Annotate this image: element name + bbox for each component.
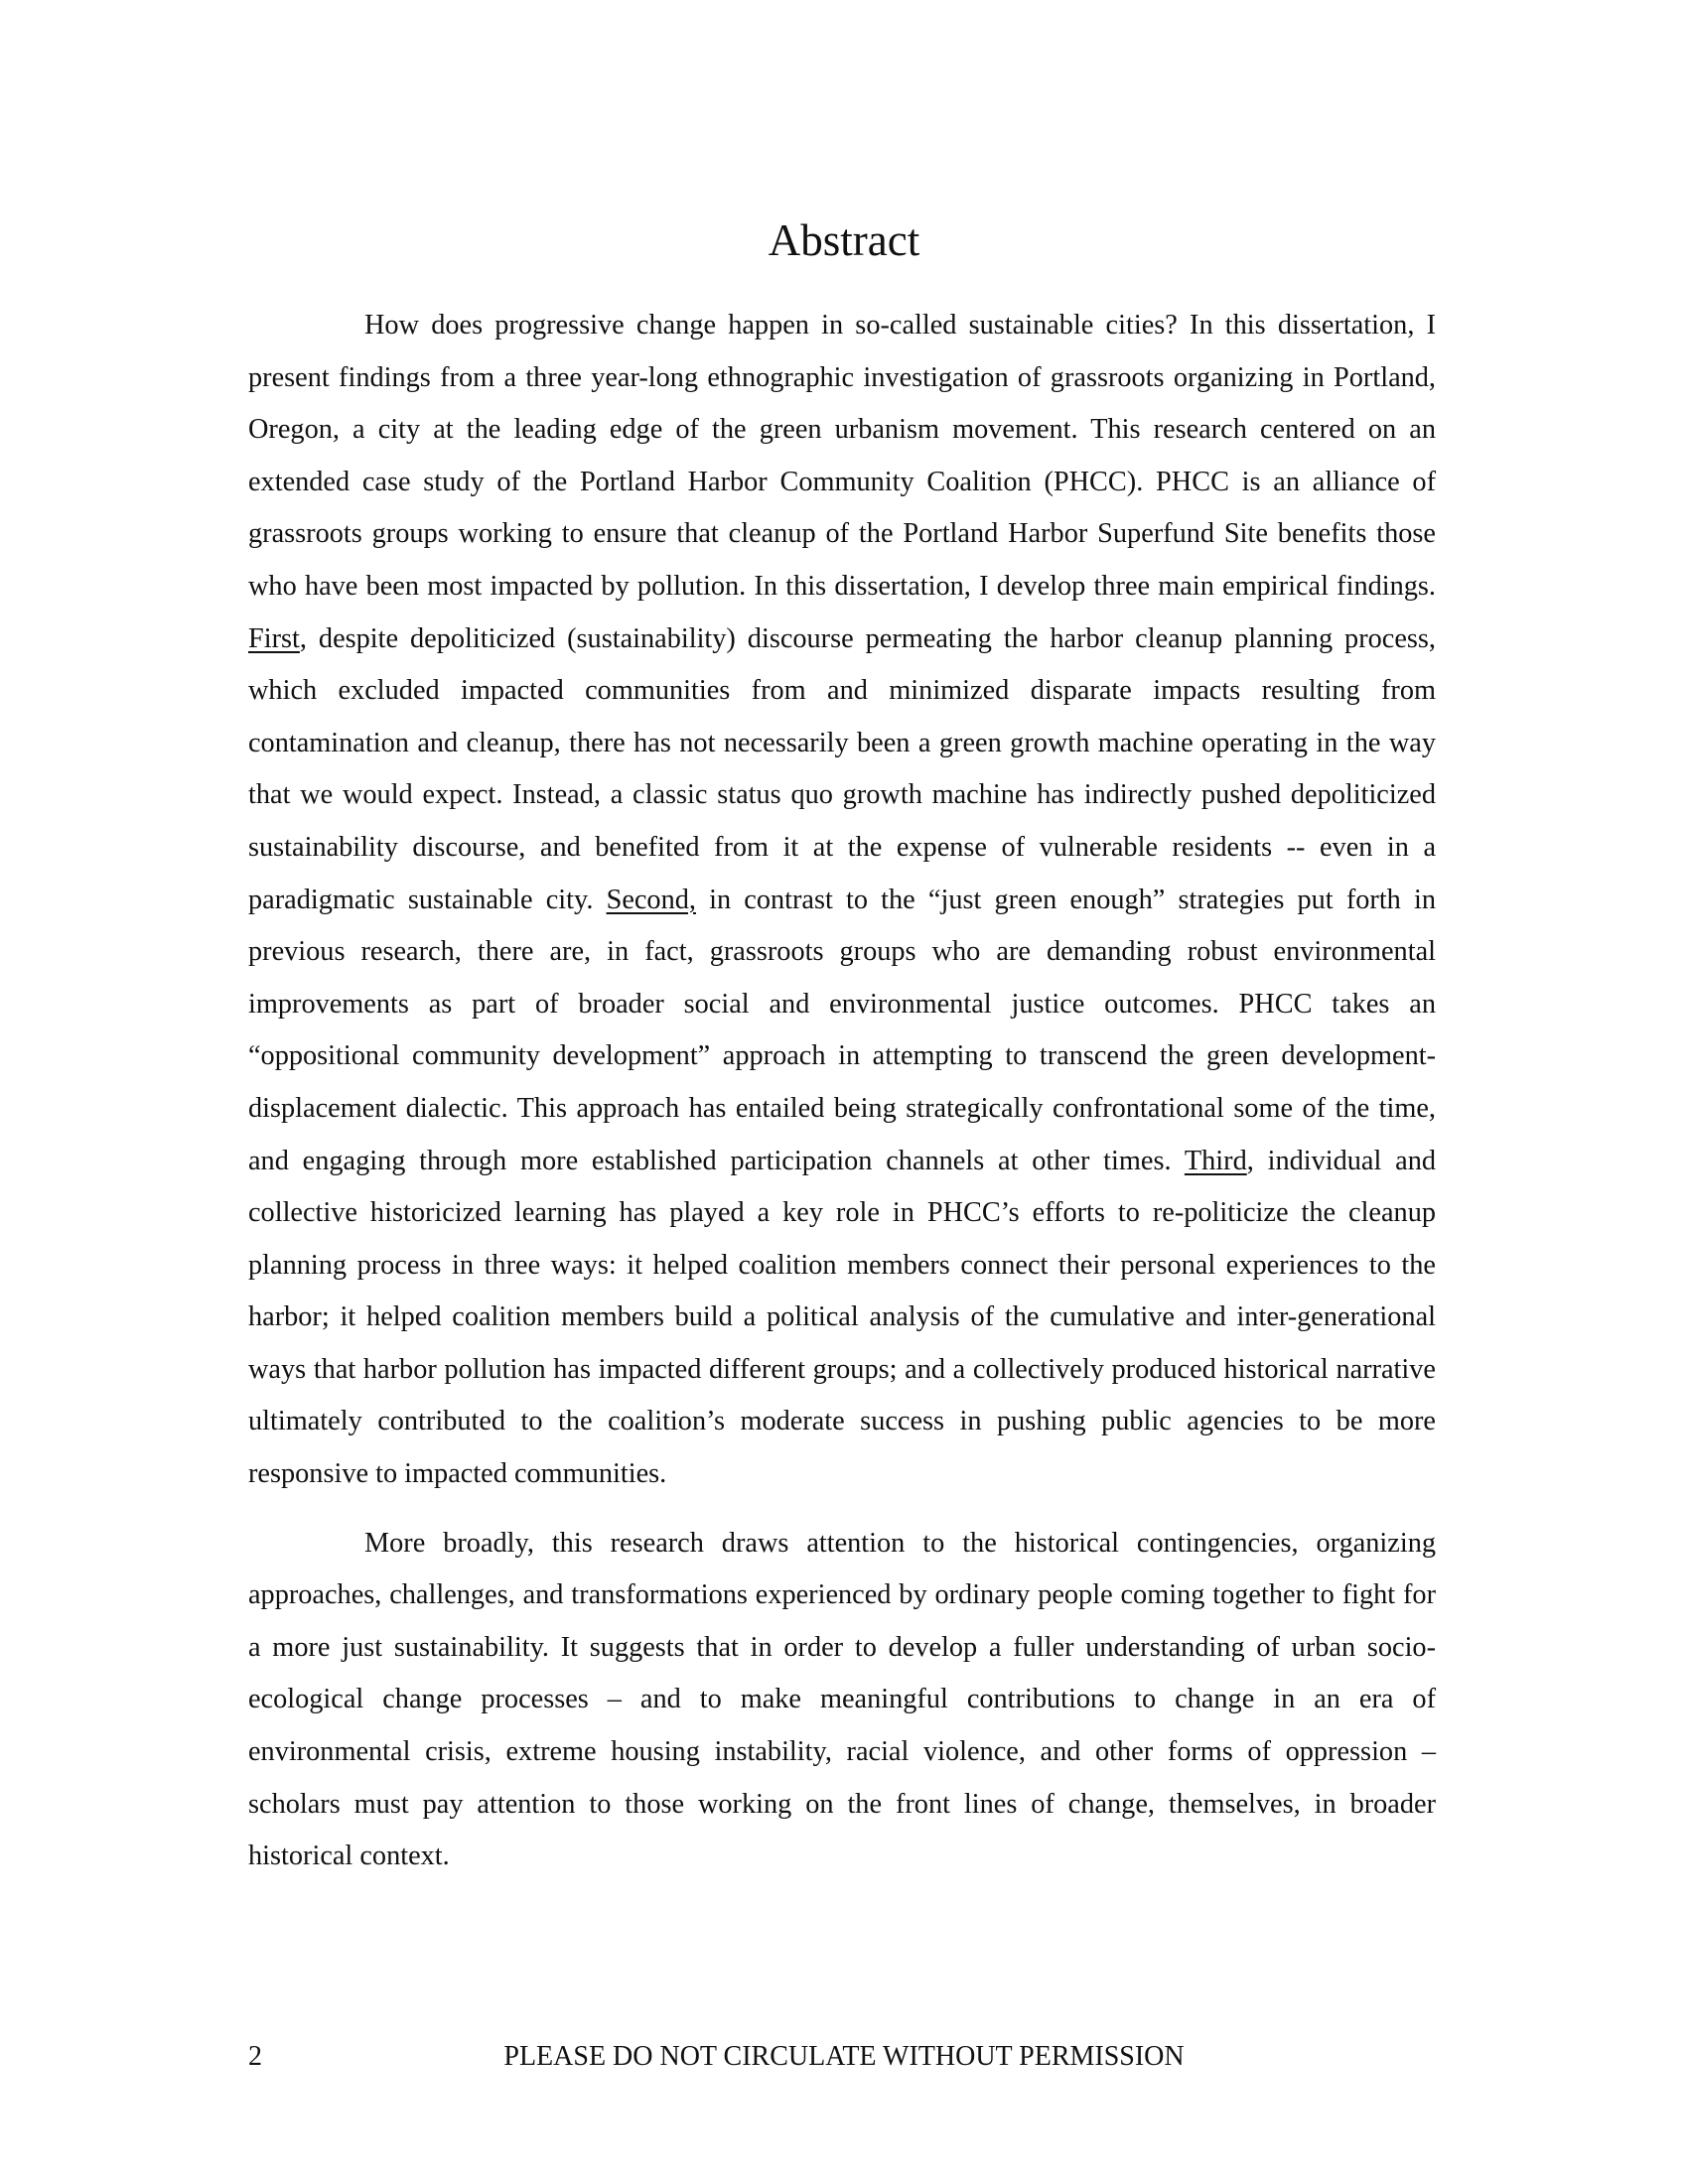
finding-first-label: First: [248, 622, 300, 654]
abstract-body: [248, 300, 1436, 1883]
page-footer: [0, 2037, 1688, 2077]
circulation-notice: PLEASE DO NOT CIRCULATE WITHOUT PERMISSION: [503, 2041, 1185, 2072]
finding-second-text: in contrast to the “just green enough” strategies put forth in previous research, there are, in fact, grassroots groups who are demanding robust environmental improvements as part of broader social and environmental justice outcomes. PHCC takes an “oppositional community development” approach in attempting to transcend the green development-displacement dialectic. This approach has entailed being strategically confrontational some of the time, and engaging through more established participation channels at other times.: [248, 884, 1436, 1176]
page-number: 2: [248, 2041, 262, 2072]
paragraph-1-intro-text: How does progressive change happen in so-called sustainable cities? In this dissertation, I present findings from a three year-long ethnographic investigation of grassroots organizing in Portland, Oregon, a city at the leading edge of the green urbanism movement. This research centered on an extended case study of the Portland Harbor Community Coalition (PHCC). PHCC is an alliance of grassroots groups working to ensure that cleanup of the Portland Harbor Superfund Site benefits those who have been most impacted by pollution. In this dissertation, I develop three main empirical findings.: [248, 310, 1436, 602]
page-title: Abstract: [768, 215, 920, 265]
finding-second-label: Second,: [606, 884, 696, 915]
abstract-paragraph-2: More broadly, this research draws attention to the historical contingencies, organizing approaches, challenges, and transformations experienced by ordinary people coming together to fight for a more just sustainability. It suggests that in order to develop a fuller understanding of urban socio-ecological change processes – and to make meaningful contributions to change in an era of environmental crisis, extreme housing instability, racial violence, and other forms of oppression – scholars must pay attention to those working on the front lines of change, themselves, in broader historical context.: [248, 1527, 1436, 1872]
abstract-paragraph-1: [248, 300, 1436, 1501]
finding-third-text: , individual and collective historicized learning has played a key role in PHCC’s efforts to re-politicize the cleanup planning process in three ways: it helped coalition members connect their personal experiences to the harbor; it helped coalition members build a political analysis of the cumulative and inter-generational ways that harbor pollution has impacted different groups; and a collectively produced historical narrative ultimately contributed to the coalition’s moderate success in pushing public agencies to be more responsive to impacted communities.: [248, 1145, 1436, 1490]
finding-third-label: Third: [1184, 1145, 1247, 1176]
finding-first-text: , despite depoliticized (sustainability) discourse permeating the harbor cleanup planning process, which excluded impacted communities from and minimized disparate impacts resulting from contamination and cleanup, there has not necessarily been a green growth machine operating in the way that we would expect. Instead, a classic status quo growth machine has indirectly pushed depoliticized sustainability discourse, and benefited from it at the expense of vulnerable residents -- even in a paradigmatic sustainable city.: [248, 622, 1436, 915]
